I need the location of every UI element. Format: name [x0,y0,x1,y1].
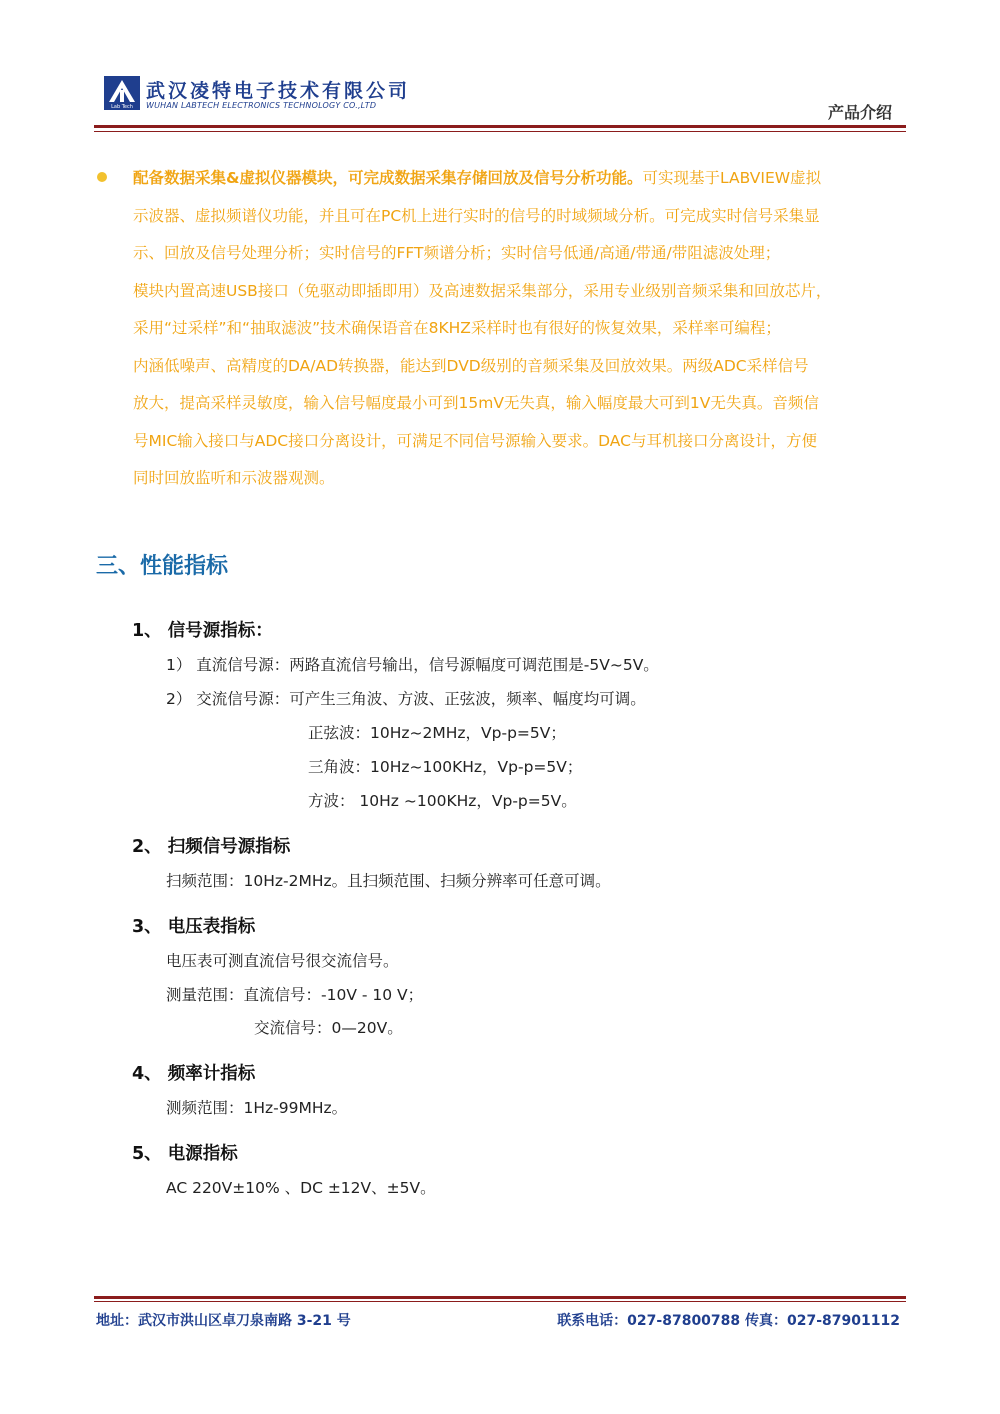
voltmeter-range-ac: 交流信号：0—20V。 [254,1019,403,1037]
intro-line-rest: 可实现基于LABVIEW虚拟 [642,169,822,187]
ac-signal-source: 2） 交流信号源：可产生三角波、方波、正弦波，频率、幅度均可调。 [166,690,646,708]
dc-signal-source: 1） 直流信号源：两路直流信号输出，信号源幅度可调范围是-5V~5V。 [166,656,659,674]
square-wave-spec: 方波： 10Hz ~100KHz，Vp-p=5V。 [308,792,577,810]
footer-rule [94,1296,906,1299]
bullet-icon [97,172,107,182]
voltmeter-heading: 3、 电压表指标 [132,917,256,937]
power-spec: AC 220V±10% 、DC ±12V、±5V。 [166,1179,436,1197]
power-heading: 5、 电源指标 [132,1144,238,1164]
intro-line [133,160,913,198]
voltmeter-range-dc: 测量范围：直流信号：-10V - 10 V； [166,986,424,1004]
intro-line: 放大，提高采样灵敏度，输入信号幅度最小可到15mV无失真，输入幅度最大可到1V无失真。音频信 [133,394,819,412]
intro-line: 内涵低噪声、高精度的DA/AD转换器，能达到DVD级别的音频采集及回放效果。两级ADC采样信号 [133,356,809,375]
triangle-wave-spec: 三角波：10Hz~100KHz，Vp-p=5V； [308,758,583,776]
header-section-label: 产品介绍 [827,103,892,122]
frequency-range: 测频范围：1Hz-99MHz。 [166,1099,348,1117]
footer-rule-thin [94,1301,906,1302]
intro-bold: 配备数据采集&虚拟仪器模块，可完成数据采集存储回放及信号分析功能。 [133,169,643,187]
footer-address: 地址：武汉市洪山区卓刀泉南路 3-21 号 [96,1313,351,1329]
intro-paragraph [133,160,913,498]
sweep-range: 扫频范围：10Hz-2MHz。且扫频范围、扫频分辨率可任意可调。 [166,872,611,890]
frequency-heading: 4、 频率计指标 [132,1064,256,1084]
company-logo [104,76,140,110]
intro-line: 示波器、虚拟频谱仪功能，并且可在PC机上进行实时的信号的时域频域分析。可完成实时信号采集显 [133,206,820,225]
section-title: 三、性能指标 [96,554,229,579]
footer-contact: 联系电话：027-87800788 传真：027-87901112 [557,1313,900,1329]
voltmeter-desc: 电压表可测直流信号很交流信号。 [166,952,399,970]
logo-text: Lab Tech [111,104,133,110]
header-rule-thin [94,131,906,132]
sine-wave-spec: 正弦波：10Hz~2MHz，Vp-p=5V； [308,724,566,742]
intro-line: 号MIC输入接口与ADC接口分离设计，可满足不同信号源输入要求。DAC与耳机接口分离设计，方便 [133,431,817,450]
header-rule [94,125,906,128]
sweep-heading: 2、 扫频信号源指标 [132,837,291,857]
company-name-en: WUHAN LABTECH ELECTRONICS TECHNOLOGY CO.,LTD [146,101,377,110]
intro-line: 模块内置高速USB接口（免驱动即插即用）及高速数据采集部分，采用专业级别音频采集和回放芯片， [133,281,832,300]
intro-line: 同时回放监听和示波器观测。 [133,469,335,487]
signal-source-heading: 1、 信号源指标： [132,621,273,641]
company-name-cn: 武汉凌特电子技术有限公司 [146,80,411,102]
intro-line: 示、回放及信号处理分析；实时信号的FFT频谱分析；实时信号低通/高通/带通/带阻滤波处理； [133,244,781,262]
intro-line: 采用“过采样”和“抽取滤波”技术确保语音在8KHZ采样时也有很好的恢复效果，采样率可编程； [133,319,781,337]
